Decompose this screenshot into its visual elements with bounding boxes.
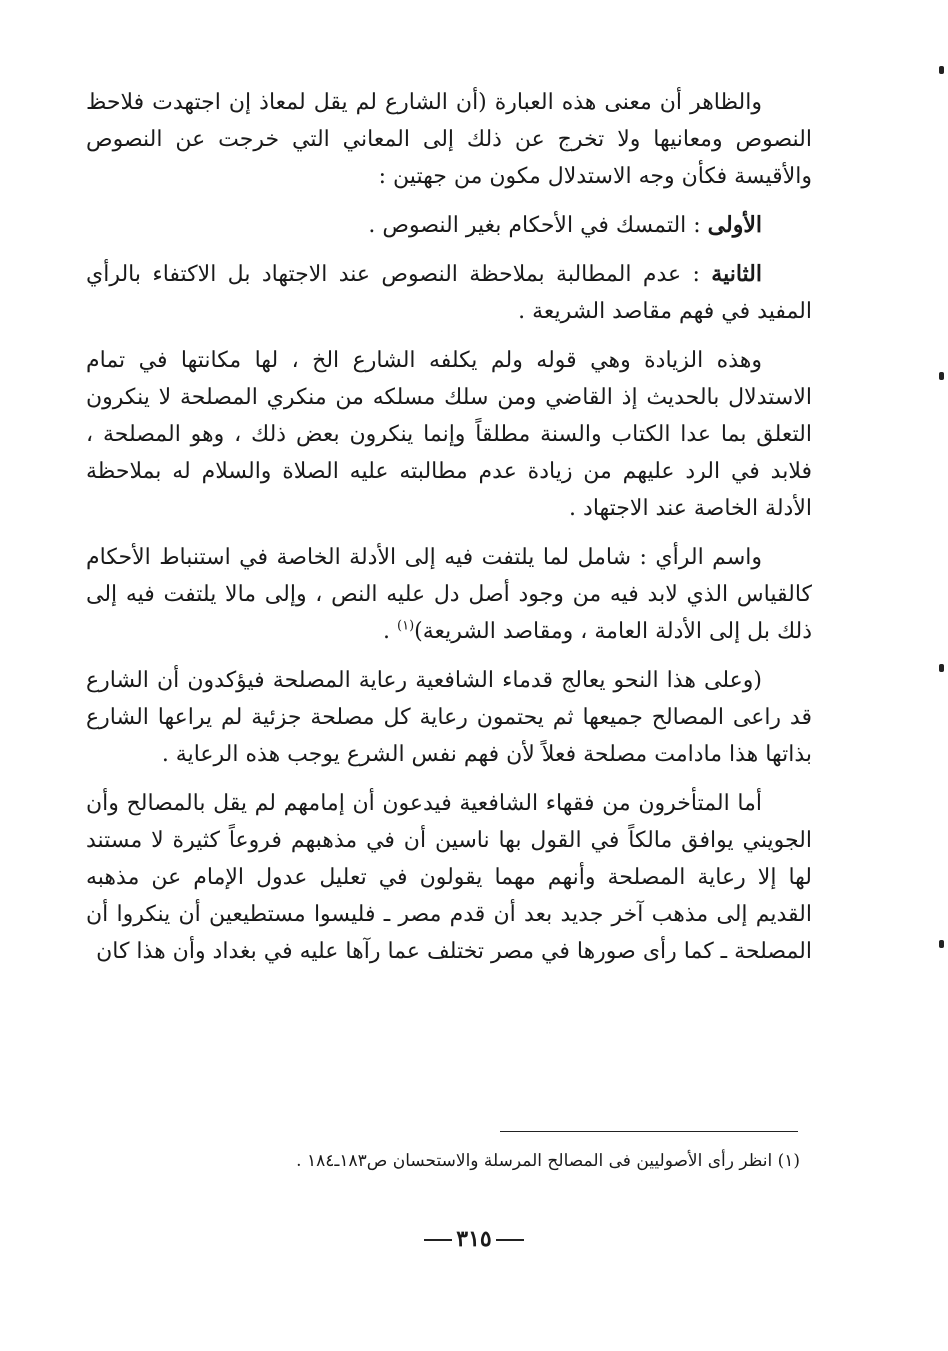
paragraph-2 (86, 207, 812, 244)
binding-mark (939, 372, 944, 380)
page-number-value: ٣١٥ (456, 1226, 492, 1252)
page-number-dash-left (424, 1239, 452, 1241)
page-number (0, 1226, 948, 1252)
footnote-divider (500, 1131, 798, 1132)
binding-mark (939, 940, 944, 948)
paragraph-text: : عدم المطالبة بملاحظة النصوص عند الاجتهاد بل الاكتفاء بالرأي المفيد في فهم مقاصد الشريعة . (86, 262, 812, 324)
paragraph-text: أما المتأخرون من فقهاء الشافعية فيدعون أن إمامهم لم يقل بالمصالح وأن الجويني يوافق مالكاً في القول بها ناسين أن في مذهبهم فروعاً كثيرة لا مستند لها إلا رعاية المصلحة وأنهم مهما يقولون في تعليل عدول الإمام عن مذهبه القديم إلى مذهب آخر جديد بعد أن قدم مصر ـ فليسوا مستطيعين أن ينكروا أن المصلحة ـ كما رأى صورها في مصر تختلف عما رآها عليه في بغداد وأن هذا كان (86, 791, 812, 964)
paragraph-text-tail: . (383, 619, 397, 644)
paragraph-text: واسم الرأي : شامل لما يلتفت فيه إلى الأدلة الخاصة في استنباط الأحكام كالقياس الذي لابد فيه من وجود أصل دل عليه النص ، وإلى مالا يلتفت فيه إلى ذلك بل إلى الأدلة العامة ، ومقاصد الشريعة) (86, 545, 813, 644)
paragraph-5 (86, 539, 812, 650)
binding-mark (939, 66, 944, 74)
paragraph-6 (86, 662, 812, 773)
paragraph-text: (وعلى هذا النحو يعالج قدماء الشافعية رعاية المصلحة فيؤكدون أن الشارع قد راعى المصالح جميعها ثم يحتمون رعاية كل مصلحة جزئية لم يراعها الشارع بذاتها هذا مادامت مصلحة فعلاً لأن فهم نفس الشرع يوجب هذه الرعاية . (86, 668, 812, 767)
footnote: (١) انظر رأى الأصوليين فى المصالح المرسلة والاستحسان ص١٨٣ـ١٨٤ . (296, 1151, 800, 1171)
page-number-dash-right (496, 1239, 524, 1241)
paragraph-3 (86, 256, 812, 330)
paragraph-1 (86, 84, 812, 195)
binding-mark (939, 664, 944, 672)
paragraph-7 (86, 785, 812, 970)
paragraph-text: : التمسك في الأحكام بغير النصوص . (368, 213, 708, 238)
footnote-reference[interactable]: (١) (397, 618, 415, 634)
paragraph-label: الأولى (707, 212, 762, 238)
body-text (86, 84, 812, 982)
paragraph-4 (86, 342, 812, 527)
paragraph-text: وهذه الزيادة وهي قوله ولم يكلفه الشارع الخ ، لها مكانتها في تمام الاستدلال بالحديث إذ القاضي ومن سلك مسلكه من منكري المصلحة لا ينكرون التعلق بما عدا الكتاب والسنة مطلقاً وإنما ينكرون بعض ذلك ، وهو المصلحة ، فلابد في الرد عليهم من زيادة عدم مطالبته عليه الصلاة والسلام له بملاحظة الأدلة الخاصة عند الاجتهاد . (86, 348, 812, 521)
paragraph-text: والظاهر أن معنى هذه العبارة (أن الشارع لم يقل لمعاذ إن اجتهدت فلاحظ النصوص ومعانيها ولا تخرج عن ذلك إلى المعاني التي خرجت عن النصوص والأقيسة فكأن وجه الاستدلال مكون من جهتين : (86, 90, 812, 189)
paragraph-label: الثانية (711, 261, 762, 287)
